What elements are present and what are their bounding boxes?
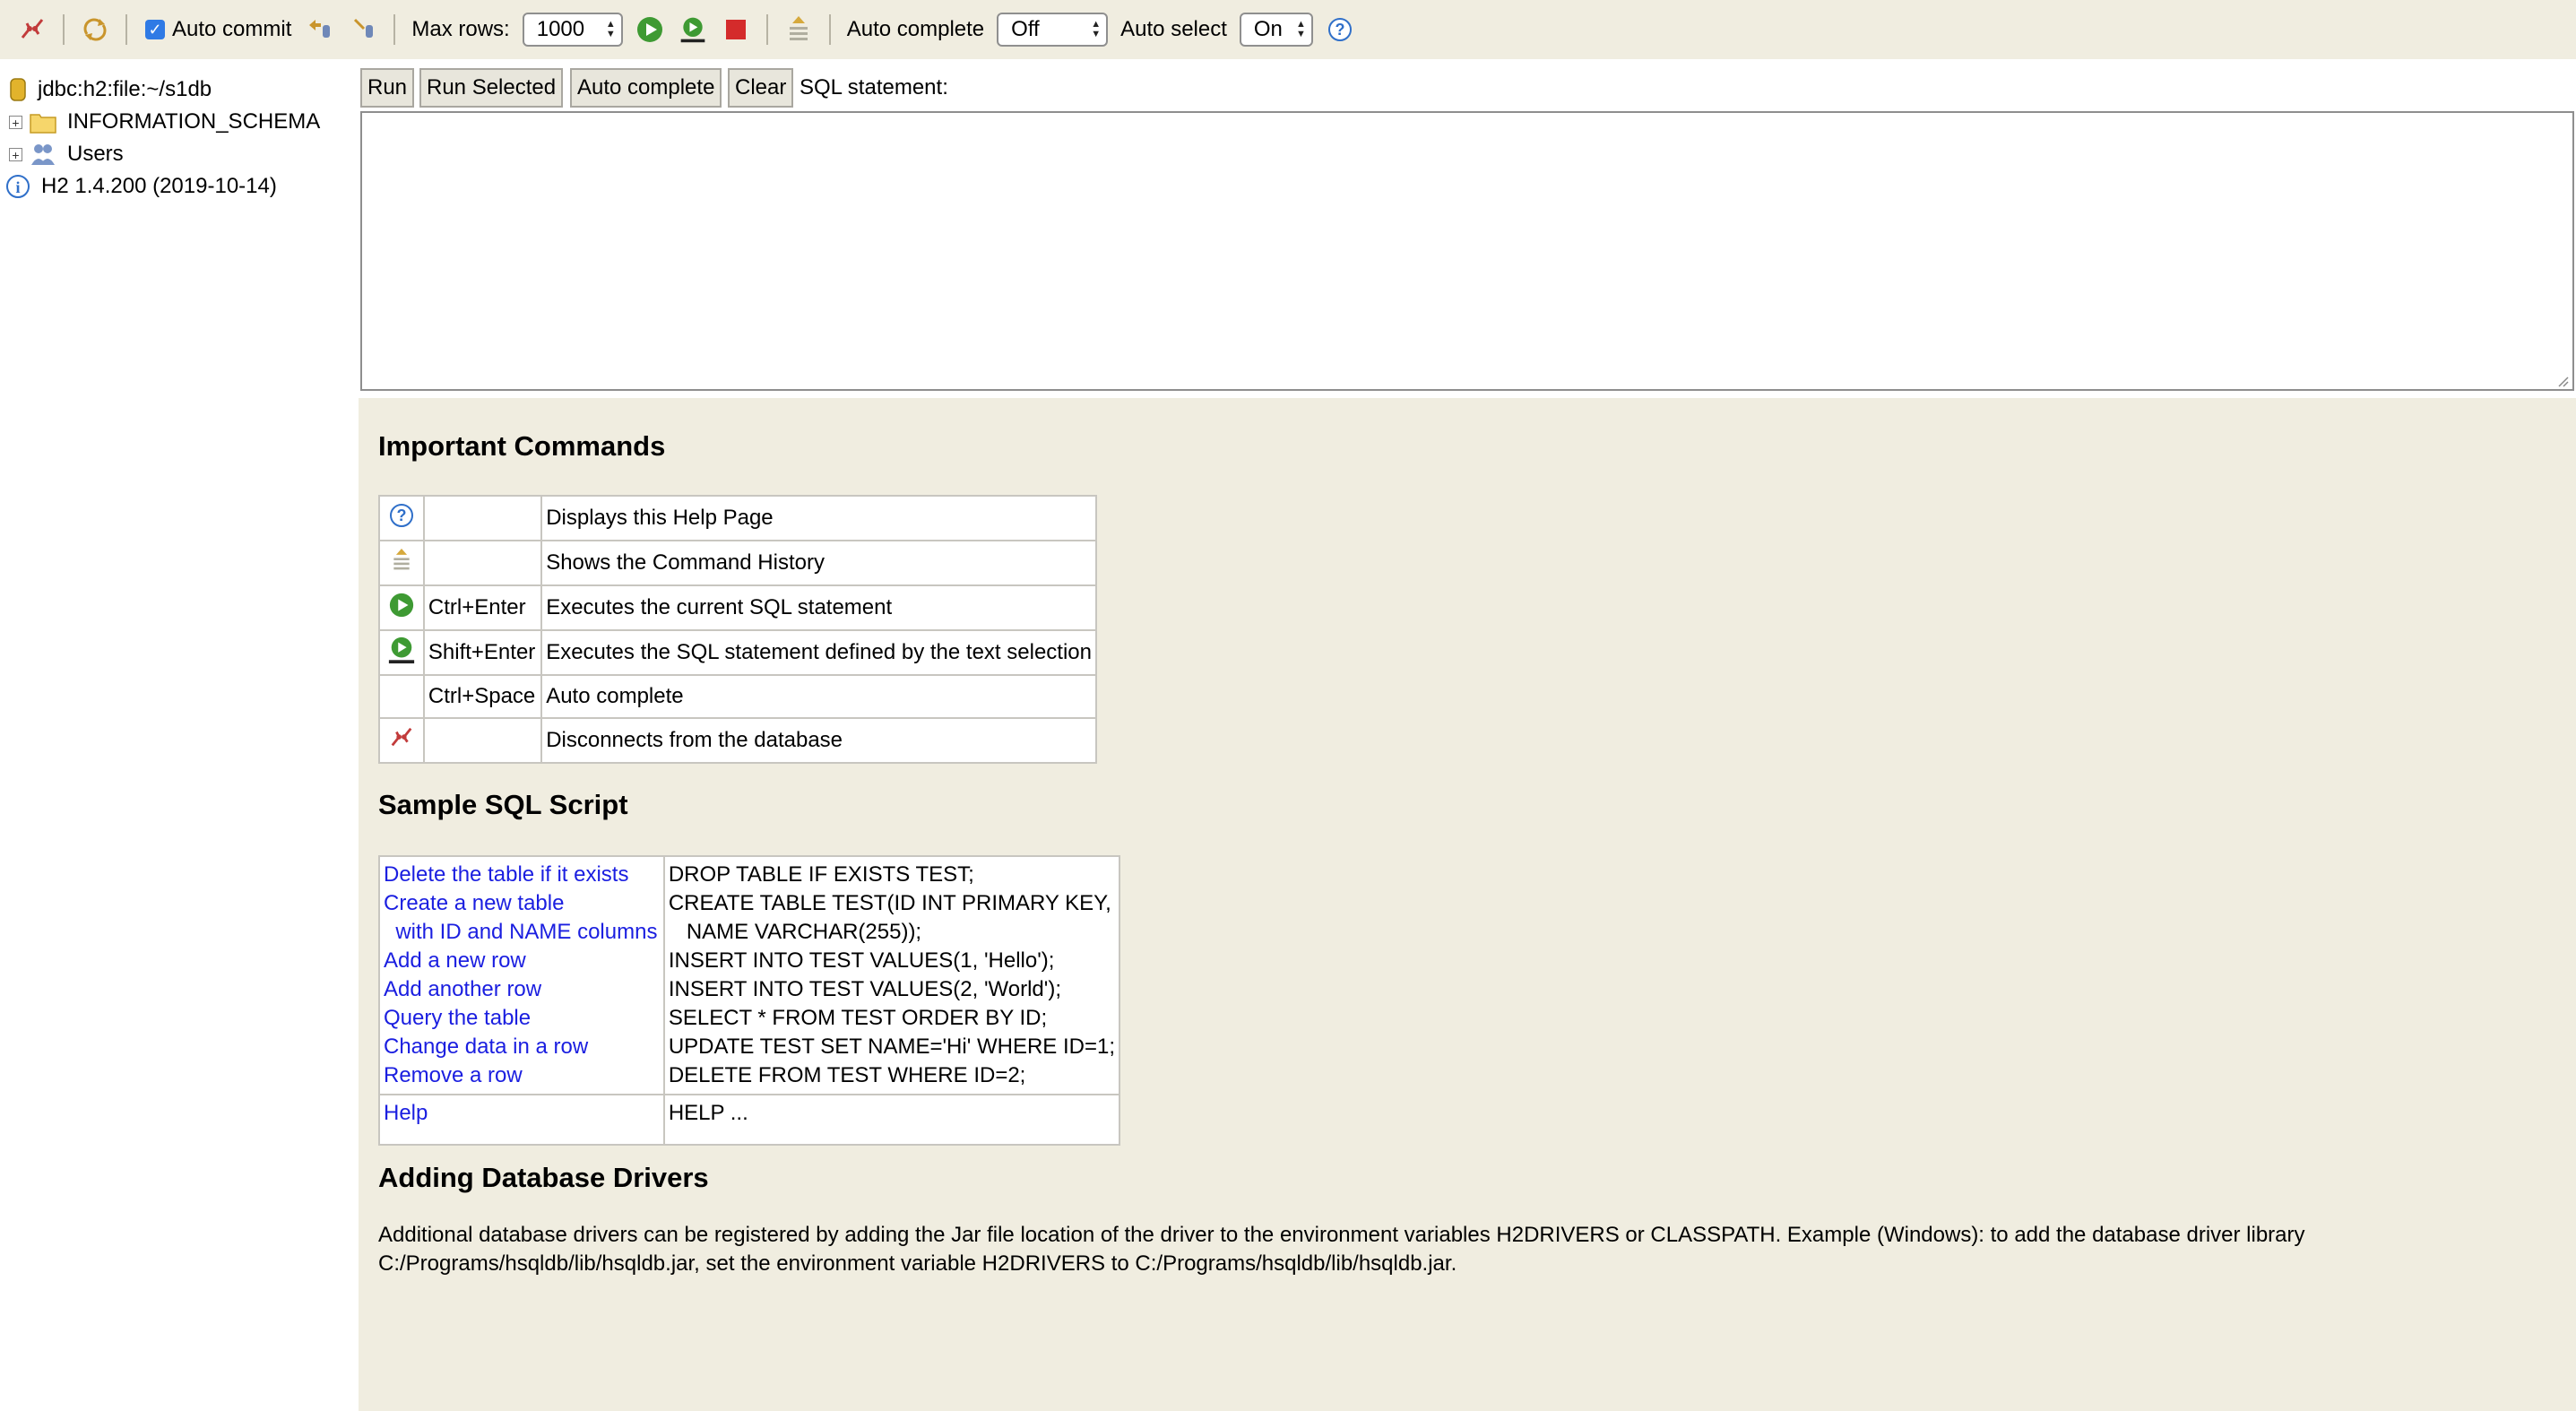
disconnect-icon xyxy=(379,718,424,763)
sample-link-delete[interactable]: Remove a row xyxy=(384,1063,523,1087)
database-icon xyxy=(9,77,27,102)
command-icon-empty xyxy=(379,675,424,718)
svg-text:?: ? xyxy=(1335,21,1345,39)
auto-complete-button[interactable]: Auto complete xyxy=(570,68,722,108)
command-key xyxy=(424,718,541,763)
query-panel xyxy=(359,59,2576,398)
run-icon[interactable] xyxy=(635,15,664,44)
sample-sql-line: UPDATE TEST SET NAME='Hi' WHERE ID=1; xyxy=(668,1034,1115,1059)
history-icon xyxy=(379,541,424,585)
max-rows-value: 1000 xyxy=(536,17,585,41)
command-desc: Executes the current SQL statement xyxy=(541,585,1096,630)
run-selected-button[interactable]: Run Selected xyxy=(419,68,563,108)
command-key xyxy=(424,496,541,541)
command-key: Ctrl+Space xyxy=(424,675,541,718)
command-row xyxy=(379,630,1096,675)
rollback-icon[interactable] xyxy=(349,15,377,44)
sample-help-row xyxy=(379,1095,1119,1145)
commands-table xyxy=(378,495,1097,764)
refresh-icon[interactable] xyxy=(81,15,109,44)
select-arrows-icon: ▲ ▼ xyxy=(1296,19,1306,39)
sample-sql-line: DROP TABLE IF EXISTS TEST; xyxy=(668,862,974,887)
command-row xyxy=(379,541,1096,585)
sample-link-query[interactable]: Query the table xyxy=(384,1006,532,1030)
select-arrows-icon: ▲ ▼ xyxy=(605,19,616,39)
tree-connection[interactable] xyxy=(0,74,212,106)
sql-statement-label: SQL statement: xyxy=(800,75,948,100)
important-commands-title: Important Commands xyxy=(378,430,666,462)
sample-script-row xyxy=(379,856,1119,1095)
tree-item-information-schema[interactable] xyxy=(0,106,320,138)
sample-sql-title: Sample SQL Script xyxy=(378,789,628,820)
resize-handle-icon[interactable] xyxy=(2554,373,2569,387)
run-icon xyxy=(379,585,424,630)
command-key: Ctrl+Enter xyxy=(424,585,541,630)
sample-link-create[interactable]: Create a new table xyxy=(384,891,565,915)
expand-icon[interactable]: + xyxy=(9,148,22,161)
toolbar-separator xyxy=(63,14,65,45)
tree-item-label: Users xyxy=(67,142,124,166)
command-desc: Auto complete xyxy=(541,675,1096,718)
sample-link-create-cont[interactable]: with ID and NAME columns xyxy=(384,920,658,944)
sample-link-update[interactable]: Change data in a row xyxy=(384,1034,589,1059)
folder-icon xyxy=(30,110,56,134)
toolbar xyxy=(0,0,2576,59)
command-row xyxy=(379,675,1096,718)
auto-select-label: Auto select xyxy=(1120,17,1227,41)
command-row xyxy=(379,718,1096,763)
adding-drivers-title: Adding Database Drivers xyxy=(378,1162,709,1193)
sample-sql-cell xyxy=(664,856,1119,1095)
svg-text:i: i xyxy=(15,178,21,196)
auto-complete-value: Off xyxy=(1011,17,1040,41)
sample-sql-line: CREATE TABLE TEST(ID INT PRIMARY KEY, xyxy=(668,891,1111,915)
auto-complete-select[interactable] xyxy=(997,13,1108,47)
run-button[interactable]: Run xyxy=(360,68,414,108)
sample-sql-line: INSERT INTO TEST VALUES(1, 'Hello'); xyxy=(668,948,1055,973)
connection-label: jdbc:h2:file:~/s1db xyxy=(38,77,212,101)
auto-select-value: On xyxy=(1253,17,1283,41)
stop-icon[interactable] xyxy=(722,15,750,44)
drivers-text-line: Additional database drivers can be registered by adding the Jar file location of the driver to the environment variables H2DRIVERS or CLASSPATH. Example (Windows): to add the database driver library xyxy=(378,1223,2305,1247)
command-key: Shift+Enter xyxy=(424,630,541,675)
expand-icon[interactable]: + xyxy=(9,116,22,129)
sample-sql-line: INSERT INTO TEST VALUES(2, 'World'); xyxy=(668,977,1062,1001)
commit-icon[interactable] xyxy=(306,15,334,44)
disconnect-icon[interactable] xyxy=(18,15,47,44)
sql-editor[interactable] xyxy=(360,111,2574,391)
command-row xyxy=(379,496,1096,541)
tree-item-users[interactable] xyxy=(0,138,124,170)
version-label: H2 1.4.200 (2019-10-14) xyxy=(41,174,277,198)
max-rows-select[interactable] xyxy=(523,13,623,47)
run-selected-icon xyxy=(379,630,424,675)
toolbar-separator xyxy=(829,14,831,45)
auto-commit-checkbox[interactable]: ✓ xyxy=(145,20,165,39)
sample-link-drop[interactable]: Delete the table if it exists xyxy=(384,862,629,887)
toolbar-separator xyxy=(393,14,395,45)
sample-help-sql: HELP ... xyxy=(664,1095,1119,1145)
command-key xyxy=(424,541,541,585)
command-desc: Disconnects from the database xyxy=(541,718,1096,763)
sample-link-insert-another[interactable]: Add another row xyxy=(384,977,542,1001)
sample-link-insert[interactable]: Add a new row xyxy=(384,948,526,973)
auto-commit-label: Auto commit xyxy=(172,17,292,41)
drivers-paragraph xyxy=(378,1221,2565,1278)
help-icon xyxy=(379,496,424,541)
command-desc: Displays this Help Page xyxy=(541,496,1096,541)
sample-link-help[interactable]: Help xyxy=(384,1101,428,1125)
history-icon[interactable] xyxy=(784,15,813,44)
sample-sql-line: NAME VARCHAR(255)); xyxy=(668,920,922,944)
command-row xyxy=(379,585,1096,630)
auto-complete-label: Auto complete xyxy=(846,17,985,41)
clear-button[interactable]: Clear xyxy=(728,68,793,108)
info-icon xyxy=(5,174,30,199)
help-icon[interactable] xyxy=(1326,15,1354,44)
select-arrows-icon: ▲ ▼ xyxy=(1091,19,1102,39)
object-tree xyxy=(0,59,359,1411)
auto-select-select[interactable] xyxy=(1240,13,1313,47)
command-desc: Executes the SQL statement defined by the text selection xyxy=(541,630,1096,675)
run-selected-icon[interactable] xyxy=(679,15,707,44)
sample-sql-table xyxy=(378,855,1120,1146)
help-panel xyxy=(359,398,2576,1411)
sample-sql-line: SELECT * FROM TEST ORDER BY ID; xyxy=(668,1006,1048,1030)
sample-help-link-cell xyxy=(379,1095,664,1145)
drivers-text-line: C:/Programs/hsqldb/lib/hsqldb.jar, set the environment variable H2DRIVERS to C:/Programs/hsqldb/lib/hsqldb.jar. xyxy=(378,1251,1457,1276)
tree-item-label: INFORMATION_SCHEMA xyxy=(67,109,321,134)
command-desc: Shows the Command History xyxy=(541,541,1096,585)
users-icon xyxy=(30,142,56,167)
sample-sql-line: DELETE FROM TEST WHERE ID=2; xyxy=(668,1063,1026,1087)
svg-text:?: ? xyxy=(396,506,407,524)
max-rows-label: Max rows: xyxy=(411,17,510,41)
sample-links-cell xyxy=(379,856,664,1095)
toolbar-separator xyxy=(125,14,127,45)
toolbar-separator xyxy=(766,14,768,45)
tree-version xyxy=(0,170,277,203)
